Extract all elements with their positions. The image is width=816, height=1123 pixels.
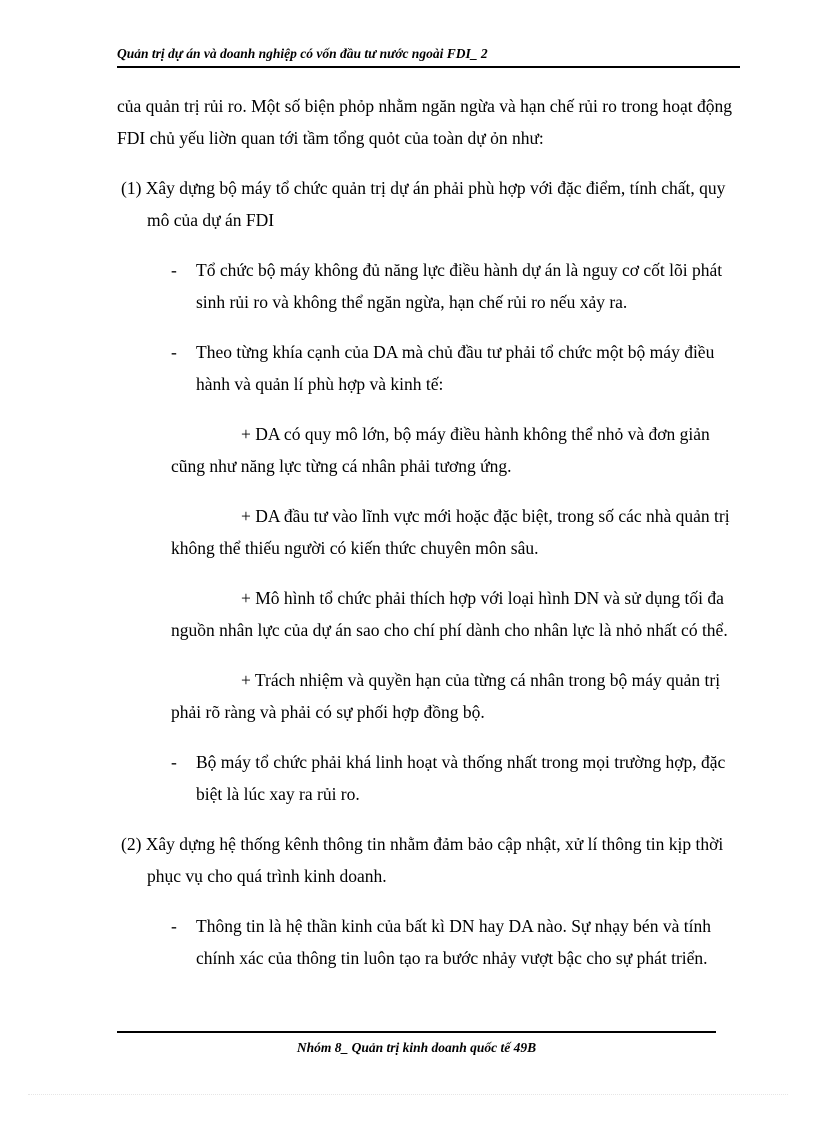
sub-point: + DA có quy mô lớn, bộ máy điều hành không thể nhỏ và đơn giản cũng như năng lực từng cá nhân phải tương ứng.	[171, 424, 710, 476]
bullet-text: Theo từng khía cạnh của DA mà chủ đầu tư phải tổ chức một bộ máy điều hành và quản lí phù hợp và kinh tế:	[196, 342, 715, 394]
sub-point: + DA đầu tư vào lĩnh vực mới hoặc đặc biệt, trong số các nhà quản trị không thể thiếu người có kiến thức chuyên môn sâu.	[171, 506, 730, 558]
dash-marker: -	[171, 260, 177, 280]
page-header: Quản trị dự án và doanh nghiệp có vốn đầu tư nước ngoài FDI_ 2	[117, 46, 740, 68]
numbered-item-1: (1) Xây dựng bộ máy tổ chức quản trị dự án phải phù hợp với đặc điểm, tính chất, quy mô của dự án FDI	[121, 178, 726, 230]
bullet-text: Tổ chức bộ máy không đủ năng lực điều hành dự án là nguy cơ cốt lõi phát sinh rủi ro và không thể ngăn ngừa, hạn chế rủi ro nếu xảy ra.	[196, 260, 723, 312]
bullet-item	[117, 910, 742, 974]
dash-marker: -	[171, 752, 177, 772]
dash-marker: -	[171, 342, 177, 362]
bullet-item	[117, 336, 742, 400]
numbered-item-2: (2) Xây dựng hệ thống kênh thông tin nhằm đảm bảo cập nhật, xử lí thông tin kịp thời phục vụ cho quá trình kinh doanh.	[121, 834, 724, 886]
bullet-text: Thông tin là hệ thần kinh của bất kì DN hay DA nào. Sự nhạy bén và tính chính xác của thông tin luôn tạo ra bước nhảy vượt bậc cho sự phát triển.	[196, 916, 711, 968]
page-edge-divider	[28, 1094, 788, 1095]
page-footer: Nhóm 8_ Quản trị kinh doanh quốc tế 49B	[296, 1040, 537, 1055]
bullet-item	[117, 746, 742, 810]
dash-marker: -	[171, 916, 177, 936]
intro-paragraph: của quản trị rủi ro. Một số biện phỏp nhằm ngăn ngừa và hạn chế rủi ro trong hoạt động FDI chủ yếu liờn quan tới tầm tổng quỏt của toàn dự ỏn như:	[117, 96, 733, 148]
document-body	[117, 90, 742, 992]
sub-point: + Mô hình tổ chức phải thích hợp với loại hình DN và sử dụng tối đa nguồn nhân lực của dự án sao cho chí phí dành cho nhân lực là nhỏ nhất có thể.	[171, 588, 728, 640]
bullet-text: Bộ máy tổ chức phải khá linh hoạt và thống nhất trong mọi trường hợp, đặc biệt là lúc xay ra rủi ro.	[196, 752, 726, 804]
sub-point: + Trách nhiệm và quyền hạn của từng cá nhân trong bộ máy quản trị phải rõ ràng và phải có sự phối hợp đồng bộ.	[171, 670, 721, 722]
footer-divider	[117, 1031, 716, 1033]
bullet-item	[117, 254, 742, 318]
